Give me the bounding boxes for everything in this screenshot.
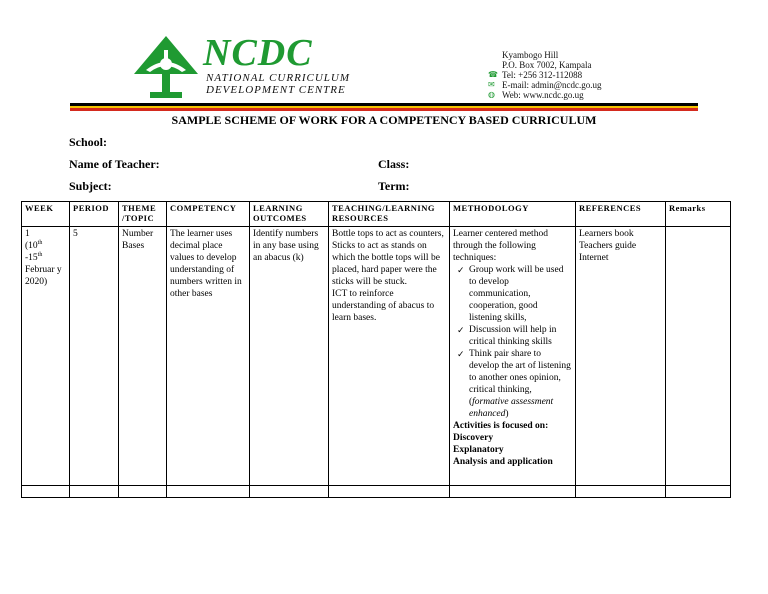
address-line2: P.O. Box 7002, Kampala xyxy=(502,60,592,70)
phone-icon: ☎ xyxy=(488,70,498,79)
web-line: ◍ Web: www.ncdc.go.ug xyxy=(488,90,584,100)
cell-methodology: Learner centered method through the following techniques: ✓ Group work will be used to develop communication, cooperation, good listening skills, ✓ Discussion will help in critical thinking skills ✓ Think pair share to develop the art of listening to another ones opinion, critical thinking, (formative assessment enhanced) Activities is focused on: Discovery Explanatory Analysis and application xyxy=(450,227,576,486)
cell-week: 1 (10th -15th Februar y 2020) xyxy=(22,227,70,486)
envelope-icon: ✉ xyxy=(488,80,495,89)
table-row-empty xyxy=(22,486,731,498)
cell-references: Learners book Teachers guide Internet xyxy=(576,227,666,486)
header-resources: TEACHING/LEARNING RESOURCES xyxy=(329,202,450,227)
cell-competency: The learner uses decimal place values to develop understanding of numbers written in other bases xyxy=(167,227,250,486)
school-label: School: xyxy=(69,135,108,149)
list-item: ✓ Group work will be used to develop communication, cooperation, good listening skills, xyxy=(453,264,572,324)
term-label: Term: xyxy=(378,179,410,193)
header-remarks: Remarks xyxy=(666,202,731,227)
list-item: ✓ Think pair share to develop the art of listening to another ones opinion, critical thinking, (formative assessment enhanced) xyxy=(453,348,572,420)
globe-icon: ◍ xyxy=(488,90,495,99)
header-week: WEEK xyxy=(22,202,70,227)
header-references: REFERENCES xyxy=(576,202,666,227)
org-acronym: NCDC xyxy=(203,32,313,74)
class-label: Class: xyxy=(378,157,410,171)
cell-period: 5 xyxy=(70,227,119,486)
subject-label: Subject: xyxy=(69,179,112,193)
ncdc-logo-icon xyxy=(132,34,200,102)
contact-block xyxy=(488,50,602,100)
table-row xyxy=(22,227,731,486)
org-name-line1: NATIONAL CURRICULUM xyxy=(206,72,350,84)
cell-theme: Number Bases xyxy=(119,227,167,486)
document-title: SAMPLE SCHEME OF WORK FOR A COMPETENCY BASED CURRICULUM xyxy=(171,113,597,127)
email-line: ✉ E-mail: admin@ncdc.go.ug xyxy=(488,80,602,90)
header-competency: COMPETENCY xyxy=(167,202,250,227)
method-list xyxy=(453,264,572,420)
header-theme: THEME /TOPIC xyxy=(119,202,167,227)
org-full-name xyxy=(206,72,350,96)
cell-remarks xyxy=(666,227,731,486)
header-methodology: METHODOLOGY xyxy=(450,202,576,227)
scheme-of-work-table xyxy=(21,201,731,498)
teacher-label: Name of Teacher: xyxy=(69,157,160,171)
cell-outcomes: Identify numbers in any base using an abacus (k) xyxy=(250,227,329,486)
cell-resources: Bottle tops to act as counters, Sticks to act as stands on which the bottle tops will be placed, hard paper were the sticks will be stuck. ICT to reinforce understanding of abacus to learn bases. xyxy=(329,227,450,486)
header-outcomes: LEARNING OUTCOMES xyxy=(250,202,329,227)
divider-stripe-red xyxy=(70,108,698,111)
table-header-row xyxy=(22,202,731,227)
header-period: PERIOD xyxy=(70,202,119,227)
list-item: ✓ Discussion will help in critical thinking skills xyxy=(453,324,572,348)
tel-line: ☎ Tel: +256 312-112088 xyxy=(488,70,583,80)
org-name-line2: DEVELOPMENT CENTRE xyxy=(206,84,346,96)
address-line1: Kyambogo Hill xyxy=(502,50,559,60)
